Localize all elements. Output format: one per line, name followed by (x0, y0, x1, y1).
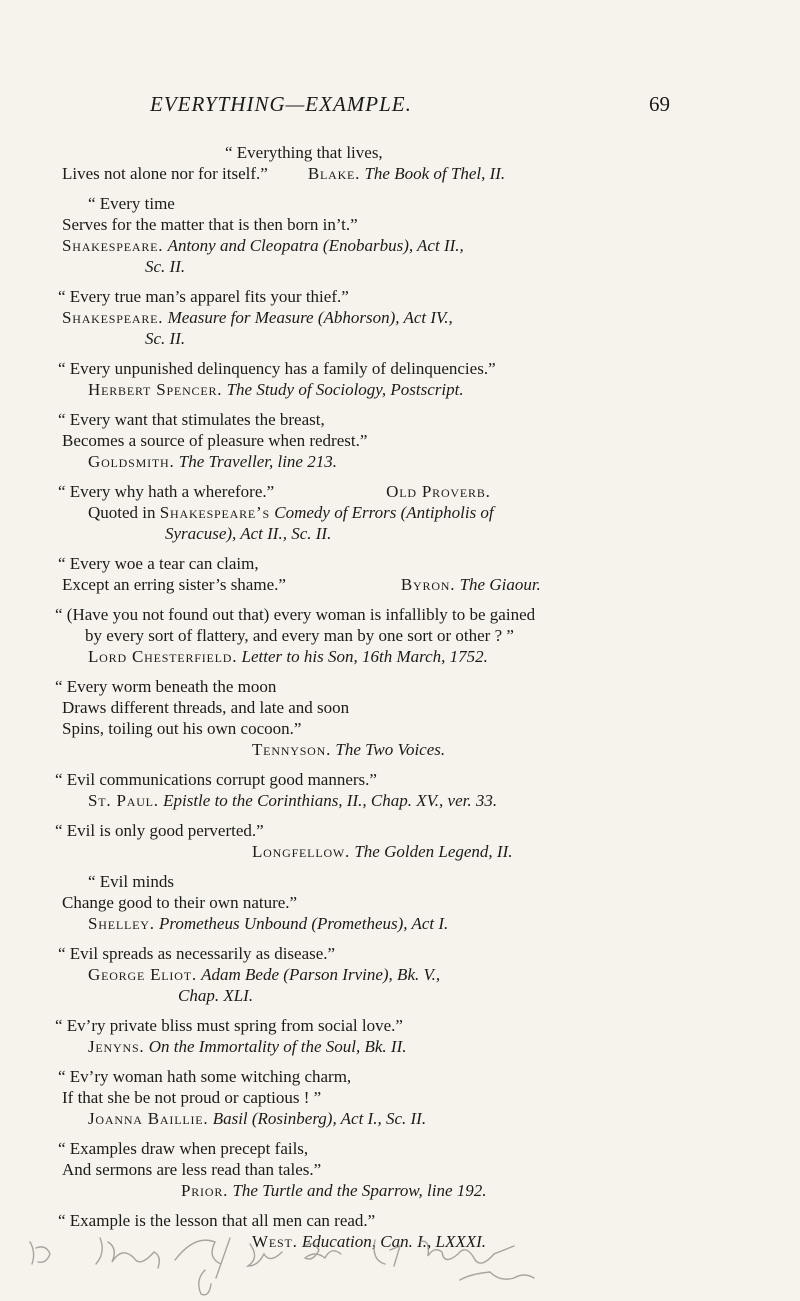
source-title: The Giaour. (459, 575, 541, 594)
quotation-text: “ Evil minds (88, 872, 174, 891)
source-title: The Book of Thel, II. (364, 164, 506, 183)
author-name: Shelley. (88, 914, 155, 933)
source-title: Education, Can. I., LXXXI. (301, 1232, 487, 1251)
source-title: On the Immortality of the Soul, Bk. II. (148, 1037, 407, 1056)
quotation-text: Change good to their own nature.” (62, 893, 298, 912)
quotation-text: “ Evil spreads as necessarily as disease.” (58, 944, 336, 963)
quotation-text: “ Every why hath a wherefore.” (58, 482, 275, 501)
author-name: Shakespeare. (62, 236, 164, 255)
quotation-line (0, 1159, 800, 1180)
quotation-text: “ Everything that lives, (225, 143, 383, 162)
source-title: The Two Voices. (335, 740, 446, 759)
source-title: Syracuse), Act II., Sc. II. (165, 524, 332, 543)
quotation-line (0, 163, 800, 184)
quotation-line (0, 1066, 800, 1087)
quotation-line (0, 1087, 800, 1108)
quotation-list (0, 142, 800, 1261)
quotation-line (0, 697, 800, 718)
attribution-line (0, 1108, 800, 1129)
quotation-text: And sermons are less read than tales.” (62, 1160, 322, 1179)
source-title: The Traveller, line 213. (178, 452, 337, 471)
quotation-line (0, 676, 800, 697)
source-title: The Study of Sociology, Postscript. (226, 380, 464, 399)
attribution-line (0, 790, 800, 811)
quotation-text: Becomes a source of pleasure when redrest.” (62, 431, 368, 450)
quotation-entry (0, 871, 800, 934)
attribution-line (0, 451, 800, 472)
quotation-line (0, 892, 800, 913)
quotation-line (0, 943, 800, 964)
quotation-text: “ Evil is only good perverted.” (55, 821, 264, 840)
attribution-line (0, 985, 800, 1006)
author-name: Old Proverb. (386, 482, 491, 501)
attribution-line (0, 235, 800, 256)
attribution-line (0, 1180, 800, 1201)
quotation-text: “ Examples draw when precept fails, (58, 1139, 309, 1158)
quotation-text: “ Ev’ry private bliss must spring from social love.” (55, 1016, 403, 1035)
author-name: St. Paul. (88, 791, 159, 810)
source-title: Sc. II. (145, 329, 186, 348)
quotation-line (0, 604, 800, 625)
quotation-line (0, 358, 800, 379)
quotation-text: “ Every unpunished delinquency has a family of delinquencies.” (58, 359, 496, 378)
quotation-text: If that she be not proud or captious ! ” (62, 1088, 322, 1107)
attribution-line (0, 739, 800, 760)
quotation-text: Spins, toiling out his own cocoon.” (62, 719, 302, 738)
quotation-text: “ Example is the lesson that all men can read.” (58, 1211, 376, 1230)
quotation-entry (0, 142, 800, 184)
author-name: Shakespeare’s (159, 503, 270, 522)
quotation-text: “ Evil communications corrupt good manners.” (55, 770, 377, 789)
attribution-line (0, 913, 800, 934)
handwritten-scribble (0, 1230, 800, 1301)
quotation-line (0, 430, 800, 451)
page-header (150, 92, 670, 122)
quotation-line (0, 1210, 800, 1231)
source-title: The Turtle and the Sparrow, line 192. (232, 1181, 487, 1200)
attribution-line (0, 502, 800, 523)
attribution-line (0, 1036, 800, 1057)
author-name: Lord Chesterfield. (88, 647, 238, 666)
author-name: Blake. (307, 164, 361, 183)
quotation-line (0, 718, 800, 739)
source-title: Comedy of Errors (Antipholis of (274, 503, 494, 522)
author-name: Herbert Spencer. (88, 380, 223, 399)
quotation-entry (0, 286, 800, 349)
attribution-line (0, 307, 800, 328)
quotation-text: “ Every woe a tear can claim, (58, 554, 259, 573)
quotation-line (0, 574, 800, 595)
quotation-entry (0, 604, 800, 667)
quotation-line (0, 769, 800, 790)
quotation-line (0, 286, 800, 307)
quotation-entry (0, 676, 800, 760)
quotation-entry (0, 358, 800, 400)
author-name: Shakespeare. (62, 308, 164, 327)
quotation-entry (0, 1066, 800, 1129)
author-name: Joanna Baillie. (88, 1109, 209, 1128)
quotation-line (0, 820, 800, 841)
attribution-line (0, 379, 800, 400)
source-title: Chap. XLI. (178, 986, 254, 1005)
quotation-entry (0, 820, 800, 862)
quotation-entry (0, 1015, 800, 1057)
attribution-line (0, 646, 800, 667)
quotation-text: Lives not alone nor for itself.” (62, 164, 268, 183)
quotation-line (0, 871, 800, 892)
source-title: Sc. II. (145, 257, 186, 276)
quotation-text: “ Every worm beneath the moon (55, 677, 277, 696)
quotation-text: Serves for the matter that is then born in’t.” (62, 215, 358, 234)
quotation-entry (0, 193, 800, 277)
author-name: Prior. (181, 1181, 229, 1200)
source-title: Prometheus Unbound (Prometheus), Act I. (159, 914, 449, 933)
author-name: George Eliot. (88, 965, 197, 984)
quotation-text: “ (Have you not found out that) every woman is infallibly to be gained (55, 605, 536, 624)
quotation-text: “ Every want that stimulates the breast, (58, 410, 325, 429)
running-title: EVERYTHING—EXAMPLE. (150, 92, 412, 116)
author-name: West. (252, 1232, 298, 1251)
source-title: Letter to his Son, 16th March, 1752. (241, 647, 488, 666)
quotation-text: “ Every time (88, 194, 175, 213)
quotation-text: Except an erring sister’s shame.” (62, 575, 286, 594)
quotation-entry (0, 943, 800, 1006)
quotation-line (0, 409, 800, 430)
source-title: Basil (Rosinberg), Act I., Sc. II. (212, 1109, 427, 1128)
source-title: The Golden Legend, II. (354, 842, 513, 861)
quotation-text: “ Ev’ry woman hath some witching charm, (58, 1067, 352, 1086)
attribution-line (0, 523, 800, 544)
quotation-entry (0, 409, 800, 472)
author-name: Goldsmith. (88, 452, 175, 471)
quotation-text: by every sort of flattery, and every man by one sort or other ? ” (85, 626, 514, 645)
quotation-line (0, 214, 800, 235)
quotation-line (0, 1015, 800, 1036)
quotation-line (0, 142, 800, 163)
page-number: 69 (649, 92, 670, 116)
quotation-entry (0, 481, 800, 544)
quotation-line (0, 625, 800, 646)
quotation-entry (0, 769, 800, 811)
quotation-entry (0, 1138, 800, 1201)
author-name: Jenyns. (88, 1037, 145, 1056)
author-name: Longfellow. (252, 842, 351, 861)
quotation-entry (0, 553, 800, 595)
quotation-text: Draws different threads, and late and soon (62, 698, 350, 717)
source-title: Antony and Cleopatra (Enobarbus), Act II., (167, 236, 464, 255)
quotation-line (0, 553, 800, 574)
source-title: Epistle to the Corinthians, II., Chap. XV., ver. 33. (163, 791, 498, 810)
attribution-line (0, 328, 800, 349)
quotation-line (0, 193, 800, 214)
author-name: Byron. (400, 575, 456, 594)
quotation-line (0, 1138, 800, 1159)
attribution-line (0, 841, 800, 862)
source-title: Measure for Measure (Abhorson), Act IV., (167, 308, 453, 327)
quotation-line (0, 481, 800, 502)
attribution-line (0, 964, 800, 985)
attribution-prefix: Quoted in (88, 503, 160, 522)
source-title: Adam Bede (Parson Irvine), Bk. V., (201, 965, 441, 984)
quotation-text: “ Every true man’s apparel fits your thief.” (58, 287, 349, 306)
attribution-line (0, 256, 800, 277)
author-name: Tennyson. (252, 740, 332, 759)
